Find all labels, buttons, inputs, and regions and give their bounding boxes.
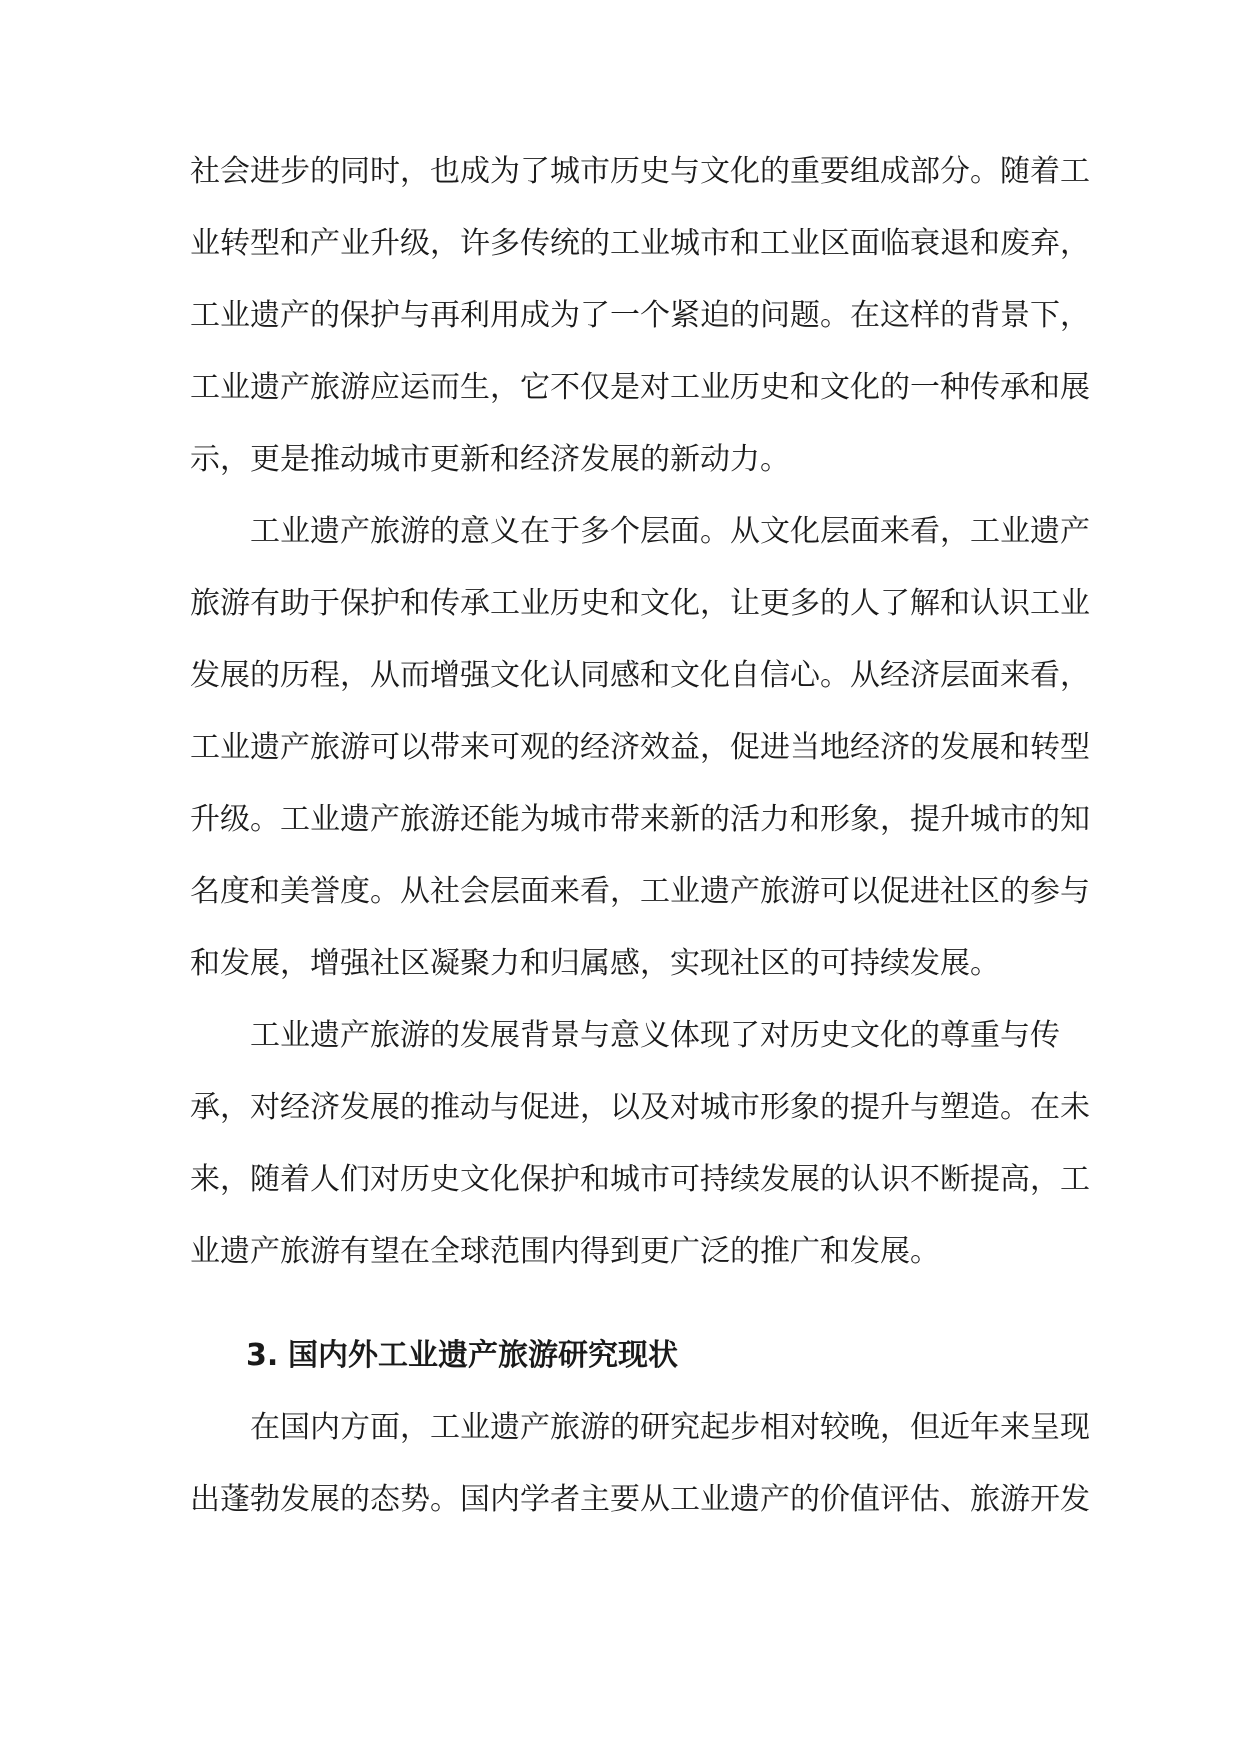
text-line: 旅游有助于保护和传承工业历史和文化，让更多的人了解和认识工业 (190, 586, 1090, 621)
section-heading (246, 1334, 678, 1378)
text-line: 出蓬勃发展的态势。国内学者主要从工业遗产的价值评估、旅游开发 (190, 1482, 1090, 1517)
text-line: 工业遗产旅游的发展背景与意义体现了对历史文化的尊重与传 (250, 1018, 1060, 1053)
section-title: 国内外工业遗产旅游研究现状 (288, 1338, 678, 1373)
text-line: 和发展，增强社区凝聚力和归属感，实现社区的可持续发展。 (190, 946, 1000, 981)
text-line: 承，对经济发展的推动与促进，以及对城市形象的提升与塑造。在未 (190, 1090, 1090, 1125)
text-line: 发展的历程，从而增强文化认同感和文化自信心。从经济层面来看， (190, 658, 1090, 693)
text-line: 工业遗产旅游的意义在于多个层面。从文化层面来看，工业遗产 (250, 514, 1090, 549)
text-line: 在国内方面，工业遗产旅游的研究起步相对较晚，但近年来呈现 (250, 1410, 1090, 1445)
text-line: 工业遗产旅游应运而生，它不仅是对工业历史和文化的一种传承和展 (190, 370, 1090, 405)
text-line: 名度和美誉度。从社会层面来看，工业遗产旅游可以促进社区的参与 (190, 874, 1090, 909)
section-number: 3. (246, 1338, 279, 1373)
text-line: 工业遗产的保护与再利用成为了一个紧迫的问题。在这样的背景下， (190, 298, 1090, 333)
text-line: 业转型和产业升级，许多传统的工业城市和工业区面临衰退和废弃， (190, 226, 1090, 261)
text-line: 社会进步的同时，也成为了城市历史与文化的重要组成部分。随着工 (190, 154, 1090, 189)
text-line: 示，更是推动城市更新和经济发展的新动力。 (190, 442, 790, 477)
text-line: 来，随着人们对历史文化保护和城市可持续发展的认识不断提高，工 (190, 1162, 1090, 1197)
text-line: 工业遗产旅游可以带来可观的经济效益，促进当地经济的发展和转型 (190, 730, 1090, 765)
text-line: 业遗产旅游有望在全球范围内得到更广泛的推广和发展。 (190, 1234, 940, 1269)
text-line: 升级。工业遗产旅游还能为城市带来新的活力和形象，提升城市的知 (190, 802, 1090, 837)
